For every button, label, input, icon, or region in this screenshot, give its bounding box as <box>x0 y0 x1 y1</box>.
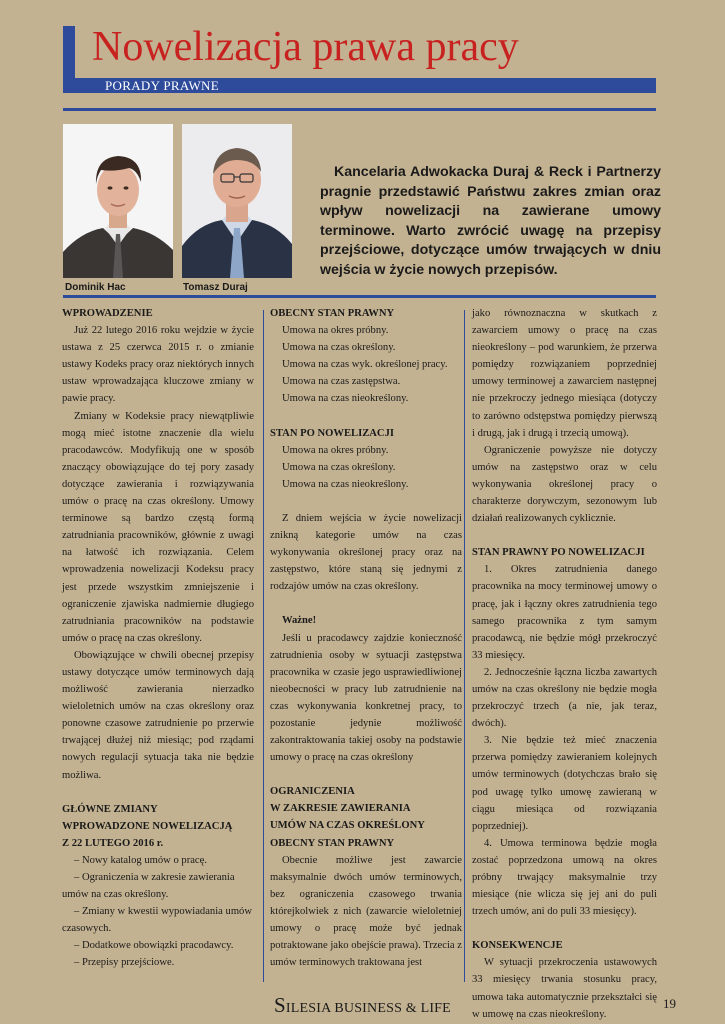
list-item: – Dodatkowe obowiązki pracodawcy. <box>74 940 234 952</box>
list-item: – Ograniczenia w zakresie zawierania umów na czas określony. <box>62 872 235 901</box>
footer-title: ILESIA BUSINESS & LIFE <box>285 1001 451 1016</box>
column-1 <box>62 305 254 972</box>
heading-glowne-zmiany-2: WPROWADZONE NOWELIZACJĄ <box>62 820 233 832</box>
column-divider <box>263 310 264 982</box>
heading-stan-po: STAN PO NOWELIZACJI <box>270 427 395 439</box>
heading-ograniczenia-2: W ZAKRESIE ZAWIERANIA <box>270 803 411 815</box>
list-item: Umowa na czas określony. <box>282 461 396 473</box>
paragraph: Jeśli u pracodawcy zajdzie konieczność zatrudnienia osoby w sytuacji zastępstwa pracownika w czasie jego usprawiedliwionej nieobecności w pracy lub zatrudnienie na czas wykonywania konkretnej pracy, to pozostanie jedynie możliwość zakontraktowania takiej osoby na podstawie umowy o pracę na czas określony <box>270 632 462 764</box>
magazine-footer <box>274 993 451 1018</box>
header-rule <box>63 108 656 111</box>
numbered-item: 4. Umowa terminowa będzie mogła zostać poprzedzona umową na okres próbny trwający maksymalnie trzy miesiące (nie wlicza się jej ani do puli trzech umów, ani do puli 33 miesięcy). <box>472 837 657 918</box>
list-item: Umowa na czas określony. <box>282 342 396 354</box>
author-photo-dominik <box>63 124 173 278</box>
list-item: Umowa na okres próbny. <box>282 325 389 337</box>
list-item: Umowa na czas nieokreślony. <box>282 478 409 490</box>
content-rule <box>63 295 656 298</box>
paragraph: Zmiany w Kodeksie pracy niewątpliwie mogą mieć istotne znaczenie dla wielu pracodawców. Modyfikują one w sposób znaczący obowiązujące do tej pory zasady dotyczące zawierania i rozwiązywania umów o pracę na czas określony. Umowy terminowe są bardzo częstą formą zatrudniania pracowników, głównie z uwagi na łatwość ich rozwiązania. Celem wprowadzenia nowelizacji Kodeksu pracy jest przede wszystkim zmniejszenie i ograniczenie zjawiska nadmiernie długiego zatrudniania pracowników na podstawie umów o pracę na czas określony. <box>62 410 254 644</box>
paragraph: Obecnie możliwe jest zawarcie maksymalnie dwóch umów terminowych, bez ograniczenia czasowego trwania którejkolwiek z nich (zawarcie wieloletniej umowy o pracę może być jednak potraktowane jako obejście prawa). Trzecia z umów terminowych traktowana jest <box>270 854 462 969</box>
section-label: PORADY PRAWNE <box>105 78 219 93</box>
heading-wazne: Ważne! <box>282 615 317 627</box>
list-item: Umowa na czas wyk. określonej pracy. <box>282 359 448 371</box>
column-2 <box>270 305 462 971</box>
page-number: 19 <box>663 996 676 1011</box>
heading-konsekwencje: KONSEKWENCJE <box>472 940 563 952</box>
heading-ograniczenia-4: OBECNY STAN PRAWNY <box>270 837 395 849</box>
heading-ograniczenia: OGRANICZENIA <box>270 786 355 798</box>
heading-ograniczenia-3: UMÓW NA CZAS OKREŚLONY <box>270 820 425 832</box>
paragraph: Z dniem wejścia w życie nowelizacji znikną kategorie umów na czas wykonywania określonej pracy oraz na zastępstwo, które staną się jednymi z rodzajów umów na czas określony. <box>270 512 462 593</box>
numbered-item: 2. Jednocześnie łączna liczba zawartych umów na czas określony nie będzie mogła przekroczyć trzech (a nie, jak teraz, dwóch). <box>472 666 657 730</box>
intro-lead: Kancelaria Adwokacka Duraj & Reck i Partnerzy pragnie przedstawić Państwu zakres zmian oraz wpływ nowelizacji na zawierane umowy terminowe. Warto zwrócić uwagę na przepisy przejściowe, dotyczące umów trwających w dniu wejścia w życie nowych przepisów. <box>320 164 661 278</box>
column-divider <box>464 310 465 982</box>
paragraph: jako równoznaczna w skutkach z zawarciem umowy o pracę na czas nieokreślony – pod warunkiem, że przerwa pomiędzy rozwiązaniem poprzedniej umowy terminowej a zawarciem następnej nie przekroczy jednego miesiąca (dotyczy to zarówno odstępstwa pomiędzy pierwszą i drugą, jak i drugą i trzecią umową). <box>472 308 657 439</box>
numbered-item: 1. Okres zatrudnienia danego pracownika na mocy terminowej umowy o pracę, jak i łączny okres zatrudnienia tego samego pracownika z tym samym pracodawcą, nie będzie mógł przekroczyć 33 miesięcy. <box>472 564 657 661</box>
list-item: – Nowy katalog umów o pracę. <box>74 854 207 866</box>
heading-wprowadzenie: WPROWADZENIE <box>62 308 153 319</box>
list-item: Umowa na okres próbny. <box>282 444 389 456</box>
article-title: Nowelizacja prawa pracy <box>92 24 519 70</box>
heading-stan-prawny-po: STAN PRAWNY PO NOWELIZACJI <box>472 547 645 559</box>
heading-glowne-zmiany: GŁÓWNE ZMIANY <box>62 803 158 815</box>
list-item: – Przepisy przejściowe. <box>74 957 175 969</box>
title-accent-bar <box>63 26 75 84</box>
list-item: – Zmiany w kwestii wypowiadania umów czasowych. <box>62 906 253 935</box>
paragraph: Ograniczenie powyższe nie dotyczy umów na zastępstwo oraz w celu wykonywania określonej pracy o charakterze dorywczym, sezonowym lub działań realizowanych cyklicznie. <box>472 444 657 525</box>
column-3 <box>472 305 657 1023</box>
list-item: Umowa na czas nieokreślony. <box>282 393 409 405</box>
heading-obecny-stan: OBECNY STAN PRAWNY <box>270 308 395 319</box>
paragraph: W sytuacji przekroczenia ustawowych 33 miesięcy trwania stosunku pracy, umowa taka automatycznie przekształci się w umowę na czas nieokreślony. <box>472 957 657 1020</box>
heading-glowne-zmiany-3: Z 22 LUTEGO 2016 r. <box>62 837 164 849</box>
numbered-item: 3. Nie będzie też mieć znaczenia przerwa pomiędzy zawieraniem kolejnych umów terminowych (dotychczas brało się pod uwagę tylko umowę zawieraną w ciągu miesiąca od rozwiązania poprzedniej). <box>472 735 657 832</box>
list-item: Umowa na czas zastępstwa. <box>282 376 401 388</box>
author-caption-tomasz: Tomasz Duraj <box>183 282 248 293</box>
paragraph: Już 22 lutego 2016 roku wejdzie w życie ustawa z 25 czerwca 2015 r. o zmianie ustawy Kodeks pracy oraz niektórych innych ustaw wprowadzająca kluczowe zmiany w pawie pracy. <box>62 325 254 405</box>
author-photo-tomasz <box>182 124 292 278</box>
footer-initial: S <box>274 993 286 1017</box>
paragraph: Obowiązujące w chwili obecnej przepisy ustawy dotyczące umów terminowych dają możliwość zawierania nierzadko wieloletnich umów na czas określony oraz ponowne czasowe zatrudnienie po przerwie trwającej dłużej niż miesiąc; pod rządami nowych regulacji sytuacja taka nie będzie możliwa. <box>62 649 254 781</box>
author-caption-dominik: Dominik Hac <box>65 282 126 293</box>
